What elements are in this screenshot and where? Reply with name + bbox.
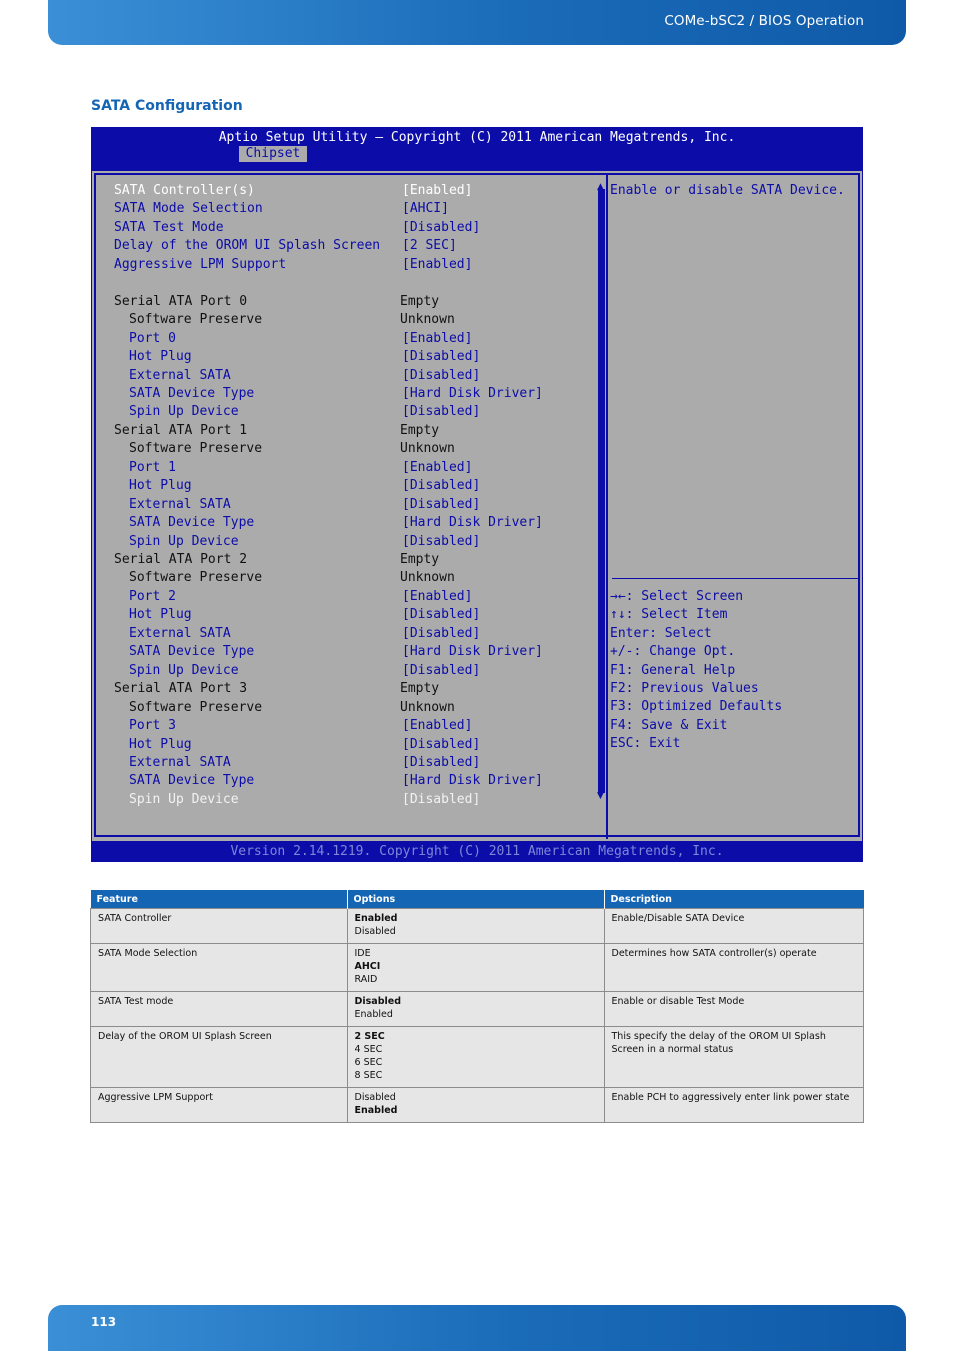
option-value: 8 SEC [354,1070,383,1081]
setting-value[interactable]: [Disabled] [402,533,481,549]
setting-label[interactable]: External SATA [129,367,231,383]
setting-value[interactable]: [2 SEC] [402,238,457,254]
tab-chipset[interactable]: Chipset [239,146,307,162]
setting-value: Unknown [400,441,455,457]
option-value: 4 SEC [354,1044,383,1055]
setting-value[interactable]: [AHCI] [402,201,449,217]
setting-value[interactable]: [Disabled] [402,662,481,678]
setting-label[interactable]: SATA Controller(s) [114,183,255,198]
page-footer [48,1305,906,1351]
key-legend-item: F1: General Help [610,662,736,678]
table-row [91,1027,864,1088]
setting-value: Empty [400,681,440,697]
options-cell [347,909,604,944]
setting-label[interactable]: External SATA [129,625,231,641]
scroll-down-arrow-icon[interactable]: ▼ [597,791,604,801]
option-value: Enabled [354,913,398,924]
key-legend-item: Enter: Select [610,625,712,641]
setting-label[interactable]: Port 0 [129,330,176,346]
setting-label[interactable]: Port 3 [129,718,176,734]
bios-panel [94,173,860,837]
feature-table [90,890,864,1123]
setting-label[interactable]: SATA Device Type [129,385,255,401]
setting-label[interactable]: SATA Mode Selection [114,201,263,217]
setting-value: Unknown [400,699,455,715]
setting-label: Serial ATA Port 0 [114,293,248,309]
options-cell [347,992,604,1027]
setting-value[interactable]: [Hard Disk Driver] [402,385,543,401]
setting-value[interactable]: [Enabled] [402,330,473,346]
section-title: SATA Configuration [91,98,243,114]
setting-label[interactable]: Aggressive LPM Support [114,256,287,272]
setting-label[interactable]: Port 2 [129,588,176,604]
description-cell: Determines how SATA controller(s) operate [604,944,864,992]
option-value: Disabled [354,1092,396,1103]
option-value: IDE [354,948,371,959]
feature-cell: SATA Test mode [91,992,348,1027]
option-value: Enabled [354,1105,398,1116]
panel-divider [606,175,608,839]
setting-label[interactable]: SATA Device Type [129,644,255,660]
header-title: COMe-bSC2 / BIOS Operation [664,13,864,29]
scrollbar[interactable] [598,189,605,793]
setting-value[interactable]: [Enabled] [402,588,473,604]
key-legend-item: ↑↓: Select Item [610,607,728,623]
setting-label[interactable]: External SATA [129,496,231,512]
setting-label[interactable]: Port 1 [129,459,176,475]
key-legend-item: ESC: Exit [610,736,681,752]
feature-cell: SATA Controller [91,909,348,944]
bios-screenshot [91,127,863,862]
setting-label[interactable]: Hot Plug [129,478,192,494]
bios-title: Aptio Setup Utility – Copyright (C) 2011 American Megatrends, Inc. [218,130,736,145]
table-row [91,944,864,992]
description-cell: Enable or disable Test Mode [604,992,864,1027]
setting-label[interactable]: Hot Plug [129,349,192,365]
key-legend-item: F4: Save & Exit [610,717,728,733]
setting-value: Empty [400,293,440,309]
table-row [91,992,864,1027]
feature-cell: Aggressive LPM Support [91,1088,348,1123]
setting-label[interactable]: SATA Test Mode [114,219,224,235]
setting-value: Unknown [400,570,455,586]
feature-cell: SATA Mode Selection [91,944,348,992]
option-value: RAID [354,974,378,985]
setting-label: Software Preserve [129,312,263,328]
setting-label[interactable]: Spin Up Device [129,791,239,807]
table-row [91,1088,864,1123]
scroll-up-arrow-icon[interactable]: ▲ [597,182,604,192]
options-cell [347,1027,604,1088]
page-header [48,0,906,45]
setting-label[interactable]: SATA Device Type [129,773,255,789]
option-value: AHCI [354,961,381,972]
setting-label[interactable]: Hot Plug [129,736,192,752]
setting-value: Empty [400,422,440,438]
setting-value[interactable]: [Enabled] [402,183,473,198]
setting-value[interactable]: [Disabled] [402,496,481,512]
options-cell [347,1088,604,1123]
table-header-row [91,890,864,909]
setting-label: Serial ATA Port 1 [114,422,248,438]
table-row [91,909,864,944]
setting-value[interactable]: [Enabled] [402,256,473,272]
table-body [91,909,864,1123]
col-header-feature: Feature [91,890,348,909]
key-legend-item: F3: Optimized Defaults [610,699,783,715]
col-header-description: Description [604,890,864,909]
setting-label: Serial ATA Port 3 [114,681,248,697]
setting-label: Software Preserve [129,699,263,715]
setting-value[interactable]: [Disabled] [402,607,481,623]
feature-cell: Delay of the OROM UI Splash Screen [91,1027,348,1088]
setting-label: Serial ATA Port 2 [114,552,248,567]
setting-value: Unknown [400,312,455,328]
setting-value[interactable]: [Enabled] [402,718,473,734]
setting-value[interactable]: [Disabled] [402,736,481,752]
setting-value[interactable]: [Hard Disk Driver] [402,644,543,660]
setting-value[interactable]: [Hard Disk Driver] [402,515,543,531]
setting-value[interactable]: [Disabled] [402,219,481,235]
setting-value[interactable]: [Disabled] [402,367,481,383]
setting-value[interactable]: [Disabled] [402,404,481,420]
option-value: 6 SEC [354,1057,383,1068]
setting-value[interactable]: [Disabled] [402,349,481,365]
setting-value[interactable]: [Disabled] [402,754,481,770]
description-cell: Enable/Disable SATA Device [604,909,864,944]
setting-value[interactable]: [Enabled] [402,459,473,475]
help-text: Enable or disable SATA Device. [610,183,845,198]
bios-footer: Version 2.14.1219. Copyright (C) 2011 American Megatrends, Inc. [230,844,724,859]
setting-value[interactable]: [Disabled] [402,791,481,807]
key-legend-item: F2: Previous Values [610,681,759,696]
key-legend-item: +/-: Change Opt. [610,644,736,660]
setting-value[interactable]: [Disabled] [402,478,481,494]
option-value: 2 SEC [354,1031,385,1042]
setting-label[interactable]: SATA Device Type [129,515,255,531]
setting-label[interactable]: External SATA [129,754,231,770]
help-separator [612,578,860,579]
option-value: Disabled [354,996,402,1007]
setting-label[interactable]: Spin Up Device [129,404,239,420]
col-header-options: Options [347,890,604,909]
page-number: 113 [91,1315,117,1329]
setting-label[interactable]: Spin Up Device [129,533,239,549]
setting-value: Empty [400,552,440,567]
setting-label[interactable]: Spin Up Device [129,662,239,678]
description-cell: This specify the delay of the OROM UI Splash Screen in a normal status [604,1027,864,1088]
key-legend-item: →←: Select Screen [610,589,744,604]
setting-value[interactable]: [Hard Disk Driver] [402,773,543,789]
setting-label[interactable]: Delay of the OROM UI Splash Screen [114,238,381,254]
setting-value[interactable]: [Disabled] [402,625,481,641]
setting-label: Software Preserve [129,570,263,586]
description-cell: Enable PCH to aggressively enter link power state [604,1088,864,1123]
option-value: Enabled [354,1009,393,1020]
setting-label[interactable]: Hot Plug [129,607,192,623]
bios-frame [92,171,862,841]
setting-label: Software Preserve [129,441,263,457]
options-cell [347,944,604,992]
option-value: Disabled [354,926,396,937]
